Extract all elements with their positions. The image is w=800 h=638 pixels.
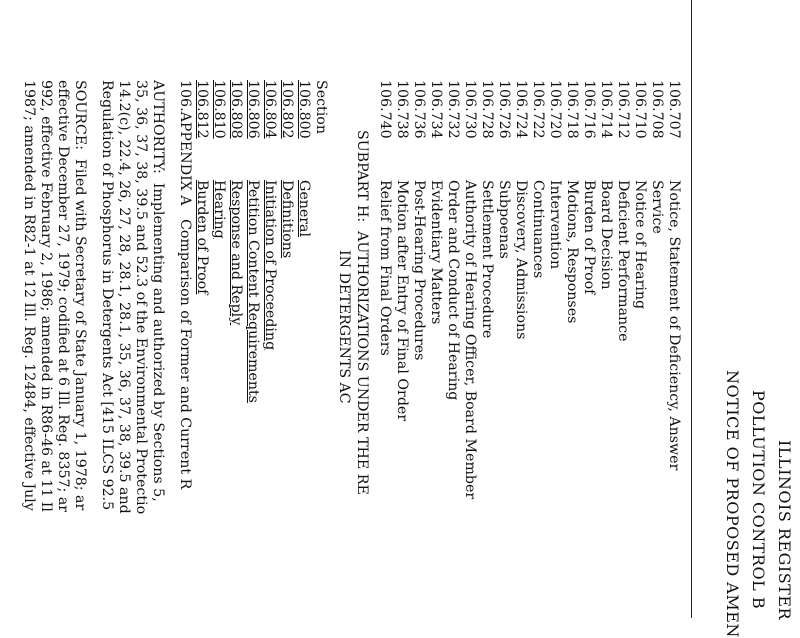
toc-row (429, 80, 443, 324)
header-rule (691, 0, 692, 618)
toc-row (297, 80, 311, 237)
section-number: 106.720 (547, 80, 563, 139)
section-title: Service (649, 180, 665, 234)
toc-row (378, 80, 392, 356)
toc-row (280, 80, 294, 258)
section-title: Notice, Statement of Deficiency, Answer (666, 180, 682, 471)
section-label: Section (313, 80, 329, 134)
toc-row (229, 80, 243, 325)
source-line: 1987; amended in R82-1 at 12 Ill. Reg. 12484, effective July (21, 80, 37, 511)
section-number: 106.708 (649, 80, 665, 139)
toc-row (616, 80, 630, 342)
section-title: Initiation of Proceeding (262, 180, 278, 351)
subpart-h-heading-cont: IN DETERGENTS AC (336, 250, 352, 404)
section-number: 106.712 (615, 80, 631, 139)
toc-row (463, 80, 477, 499)
section-title: Settlement Procedure (479, 180, 495, 339)
authority-line: AUTHORITY: Implementing and authorized by Sections 5, (150, 80, 166, 502)
toc-row (412, 80, 426, 360)
section-title: Motions, Responses (564, 180, 580, 324)
section-number: 106.730 (462, 80, 478, 139)
section-title: Burden of Proof (194, 180, 210, 295)
section-number: 106.722 (530, 80, 546, 139)
section-number: 106.734 (428, 80, 444, 139)
subpart-h-heading: SUBPART H: AUTHORIZATIONS UNDER THE RE (354, 130, 370, 495)
toc-row (548, 80, 562, 269)
section-title: Authority of Hearing Officer, Board Member (462, 180, 478, 500)
section-number: 106.806 (245, 80, 261, 139)
section-title: Evidentiary Matters (428, 180, 444, 325)
section-title: Subpoenas (496, 180, 512, 259)
section-title: Intervention (547, 180, 563, 270)
toc-row (650, 80, 664, 234)
section-title: Continuances (530, 180, 546, 279)
section-number: 106.732 (445, 80, 461, 139)
toc-row (497, 80, 511, 259)
source-line: SOURCE: Filed with Secretary of State January 1, 1978; ar (72, 80, 88, 511)
section-title: Discovery, Admissions (513, 180, 529, 340)
section-title: Petition Content Requirements (245, 180, 261, 403)
section-number: 106.728 (479, 80, 495, 139)
authority-line: 14.2(c), 22.4, 26, 27, 28, 28.1, 28.1, 35, 36, 37, 38, 39.5 and (116, 80, 132, 514)
section-title: Board Decision (598, 180, 614, 290)
appendix-number: 106.APPENDIX A (177, 80, 193, 206)
section-number: 106.726 (496, 80, 512, 139)
authority-line: Regulation of Phosphorus in Detergents Act [415 ILCS 92.5 (99, 80, 115, 511)
authority-line: 35, 36, 37, 38, 39.5 and 52.3 of the Environmental Protectio (133, 80, 149, 515)
section-title: Definitions (279, 180, 295, 259)
toc-row (582, 80, 596, 294)
section-number: 106.736 (411, 80, 427, 139)
section-number: 106.724 (513, 80, 529, 139)
section-title: Motion after Entry of Final Order (394, 180, 410, 422)
source-line: 992, effective February 2, 1986; amended in R86-46 at 11 Il (38, 80, 54, 512)
toc-row (263, 80, 277, 350)
section-number: 106.800 (296, 80, 312, 139)
section-title: Hearing (211, 180, 227, 239)
section-number: 106.804 (262, 80, 278, 139)
toc-row (565, 80, 579, 323)
section-number: 106.810 (211, 80, 227, 139)
toc-row (212, 80, 226, 239)
section-title: Deficient Performance (615, 180, 631, 342)
section-number: 106.716 (581, 80, 597, 139)
toc-row (395, 80, 409, 421)
board-title: POLLUTION CONTROL B (749, 390, 768, 610)
section-number: 106.738 (394, 80, 410, 139)
toc-row (195, 80, 209, 294)
section-number: 106.718 (564, 80, 580, 139)
toc-row (633, 80, 647, 309)
section-title: Order and Conduct of Hearing (445, 180, 461, 401)
appendix-title: Comparison of Former and Current R (177, 219, 193, 490)
section-number: 106.714 (598, 80, 614, 139)
toc-row (446, 80, 460, 400)
section-number: 106.707 (666, 80, 682, 139)
section-title: Notice of Hearing (632, 180, 648, 310)
section-title: Response and Reply (228, 180, 244, 326)
section-number: 106.802 (279, 80, 295, 139)
toc-row (514, 80, 528, 339)
toc-row (246, 80, 260, 403)
section-number: 106.740 (377, 80, 393, 139)
section-title: General (296, 180, 312, 238)
register-title: ILLINOIS REGISTER (775, 440, 794, 621)
notice-title: NOTICE OF PROPOSED AMEN (723, 370, 742, 638)
section-title: Relief from Final Orders (377, 180, 393, 356)
section-title: Post-Hearing Procedures (411, 180, 427, 361)
section-number: 106.808 (228, 80, 244, 139)
toc-row (480, 80, 494, 338)
toc-row (531, 80, 545, 278)
section-number: 106.710 (632, 80, 648, 139)
source-line: effective December 27, 1979; codified at 6 Ill. Reg. 8357; ar (55, 80, 71, 513)
section-number: 106.812 (194, 80, 210, 139)
appendix-row (178, 80, 192, 489)
section-title: Burden of Proof (581, 180, 597, 295)
toc-row (667, 80, 681, 470)
toc-row (599, 80, 613, 290)
